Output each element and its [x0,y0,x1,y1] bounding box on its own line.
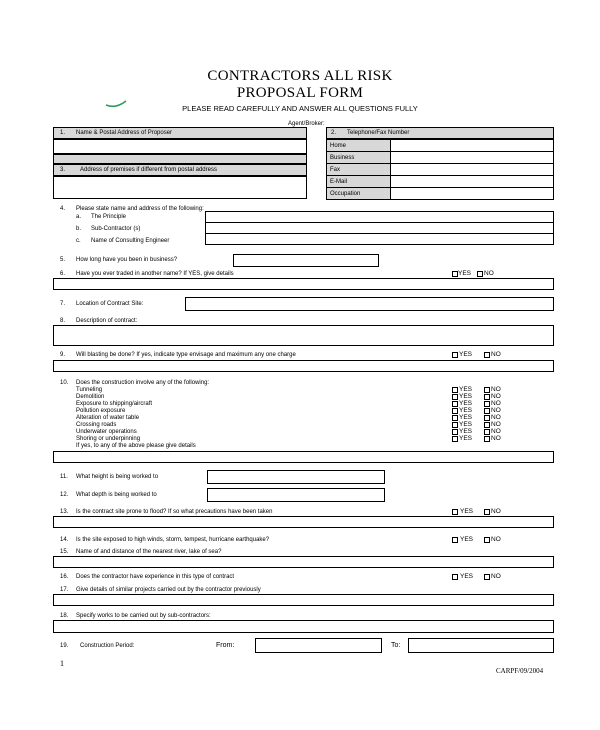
q2-label: Telephone/Fax Number [347,130,410,136]
q6-no-checkbox[interactable] [477,271,483,277]
q10-underwater-yes-label: YES [459,428,473,435]
q17-label: Give details of similar projects carried out by the contractor previously [76,587,261,593]
q10-shipping-no-checkbox[interactable] [484,401,490,407]
q12-number: 12. [60,492,69,498]
q19-number: 19. [60,643,69,649]
blasting-details-field[interactable] [53,360,554,372]
q3-label: Address of premises if different from postal address [80,167,217,173]
depth-worked-to-field[interactable] [207,488,385,502]
q10-crossing-roads-no-label: NO [491,421,501,428]
contact-label-business: Business [330,155,355,161]
q7-number: 7. [60,301,66,307]
q10-crossing-roads-yes-checkbox[interactable] [452,422,458,428]
height-worked-to-field[interactable] [207,470,385,484]
q6-label: Have you ever traded in another name? If YES, give details [76,271,234,277]
q10-shoring-no-checkbox[interactable] [484,436,490,442]
q10-number: 10. [60,380,69,386]
contract-description-field[interactable] [53,325,554,346]
q16-yes-label: YES [460,573,474,580]
similar-projects-field[interactable] [53,594,554,606]
to-label: To: [391,642,401,649]
q15-label: Name of and distance of the nearest river, lake of sea? [76,549,222,555]
instruction-text: PLEASE READ CAREFULLY AND ANSWER ALL QUESTIONS FULLY [182,104,418,113]
sub-contractor-works-field[interactable] [53,620,554,633]
q9-number: 9. [60,352,66,358]
q8-number: 8. [60,318,66,324]
q10-item-underwater: Underwater operations [76,429,137,435]
q9-yes-checkbox[interactable] [452,352,458,358]
q17-number: 17. [60,587,69,593]
q10-item-pollution: Pollution exposure [76,408,126,414]
q4-label: Please state name and address of the following: [76,206,204,212]
q4a-label: The Principle [91,214,127,220]
q9-no-label: NO [491,351,501,358]
q13-yes-label: YES [460,508,474,515]
q6-no-label: NO [484,270,494,277]
q10-shipping-no-label: NO [491,400,501,407]
q10-item-shoring: Shoring or underpinning [76,436,141,442]
q10-shipping-yes-checkbox[interactable] [452,401,458,407]
q10-shoring-yes-label: YES [459,435,473,442]
gray-divider-bar [53,154,307,164]
q16-no-label: NO [491,573,501,580]
q1-number: 1. [60,130,66,136]
q10-pollution-yes-label: YES [459,407,473,414]
occupation-field[interactable] [390,187,554,200]
premises-address-field[interactable] [53,176,307,199]
q14-no-checkbox[interactable] [484,537,490,543]
q10-water-table-yes-label: YES [459,414,473,421]
page-number: 1 [60,659,64,668]
form-subtitle: PROPOSAL FORM [236,85,364,101]
q10-water-table-no-checkbox[interactable] [484,415,490,421]
q15-number: 15. [60,549,69,555]
q16-yes-checkbox[interactable] [452,574,458,580]
q10-item-demolition: Demolition [76,394,105,400]
q9-yes-label: YES [459,351,473,358]
q5-label: How long have you been in business? [76,257,178,263]
q10-water-table-no-label: NO [491,414,501,421]
q2-number: 2. [331,130,337,136]
other-name-details-field[interactable] [53,278,554,290]
q10-tunneling-yes-checkbox[interactable] [452,387,458,393]
q10-details-field[interactable] [53,451,554,463]
period-from-field[interactable] [255,638,382,653]
q14-no-label: NO [491,536,501,543]
q10-crossing-roads-yes-label: YES [459,421,473,428]
q10-underwater-no-checkbox[interactable] [484,429,490,435]
q11-number: 11. [60,474,68,480]
agent-broker-label: Agent/Broker: [288,121,325,127]
q16-number: 16. [60,574,69,580]
q10-pollution-yes-checkbox[interactable] [452,408,458,414]
q13-no-checkbox[interactable] [484,509,490,515]
q10-water-table-yes-checkbox[interactable] [452,415,458,421]
q14-yes-label: YES [460,536,474,543]
q11-label: What height is being worked to [76,474,159,480]
q10-demolition-no-checkbox[interactable] [484,394,490,400]
years-in-business-field[interactable] [233,254,379,267]
q1-label: Name & Postal Address of Proposer [76,130,173,136]
period-to-field[interactable] [408,638,554,653]
q10-shipping-yes-label: YES [459,400,473,407]
q3-number: 3. [60,167,66,173]
q4c-label: Name of Consulting Engineer [91,238,170,244]
q10-pollution-no-checkbox[interactable] [484,408,490,414]
contact-label-email: E-Mail [330,179,348,185]
q10-underwater-no-label: NO [491,428,501,435]
from-label: From: [216,642,235,649]
q16-label: Does the contractor have experience in this type of contract [76,574,235,580]
q13-label: Is the contract site prone to flood? If so what precautions have been taken [76,509,273,515]
q10-tunneling-yes-label: YES [459,386,473,393]
proposer-address-line-1[interactable] [53,139,307,154]
nearest-water-field[interactable] [53,556,554,568]
q4-number: 4. [60,206,66,212]
q10-tunneling-no-label: NO [491,386,501,393]
q14-label: Is the site exposed to high winds, storm, tempest, hurricane earthquake? [76,537,270,543]
contact-label-fax: Fax [330,167,341,173]
q18-label: Specify works to be carried out by sub-contractors: [76,613,211,619]
q10-demolition-yes-label: YES [459,393,473,400]
q13-yes-checkbox[interactable] [452,509,458,515]
q10-demolition-no-label: NO [491,393,501,400]
contact-label-home: Home [330,143,347,149]
q5-number: 5. [60,257,66,263]
q13-number: 13. [60,509,69,515]
q4b-letter: b. [76,226,82,232]
q9-no-checkbox[interactable] [484,352,490,358]
q12-label: What depth is being worked to [76,492,157,498]
q10-shoring-yes-checkbox[interactable] [452,436,458,442]
q4b-label: Sub-Contractor (s) [91,226,141,232]
q8-label: Description of contract: [76,318,138,324]
q10-label: Does the construction involve any of the following: [76,380,210,386]
q6-number: 6. [60,271,66,277]
q10-demolition-yes-checkbox[interactable] [452,394,458,400]
form-code: CARPF/09/2004 [496,667,544,675]
consulting-engineer-field[interactable] [205,233,554,245]
form-title: CONTRACTORS ALL RISK [207,68,393,84]
q10-item-crossing-roads: Crossing roads [76,422,117,428]
q4a-letter: a. [76,214,82,220]
q10-pollution-no-label: NO [491,407,501,414]
contact-label-occupation: Occupation [330,191,361,197]
q10-shoring-no-label: NO [491,435,501,442]
q16-no-checkbox[interactable] [484,574,490,580]
q14-number: 14. [60,537,69,543]
q10-underwater-yes-checkbox[interactable] [452,429,458,435]
contract-site-location-field[interactable] [185,297,554,311]
q19-label: Construction Period: [80,643,135,649]
q4c-letter: c. [76,238,81,244]
q10-crossing-roads-no-checkbox[interactable] [484,422,490,428]
q18-number: 18. [60,613,69,619]
q10-item-tunneling: Tunneling [76,387,103,393]
q13-no-label: NO [491,508,501,515]
q10-item-water-table: Alteration of water table [76,415,140,421]
q7-label: Location of Contract Site: [76,301,144,307]
q6-yes-label: YES [458,270,472,277]
flood-precautions-field[interactable] [53,516,554,528]
q14-yes-checkbox[interactable] [452,537,458,543]
q10-details-label: If yes, to any of the above please give details [76,443,196,449]
q10-item-shipping: Exposure to shipping/aircraft [76,401,153,407]
q10-tunneling-no-checkbox[interactable] [484,387,490,393]
q9-label: Will blasting be done? If yes, indicate type envisage and maximum any one charge [76,352,296,358]
